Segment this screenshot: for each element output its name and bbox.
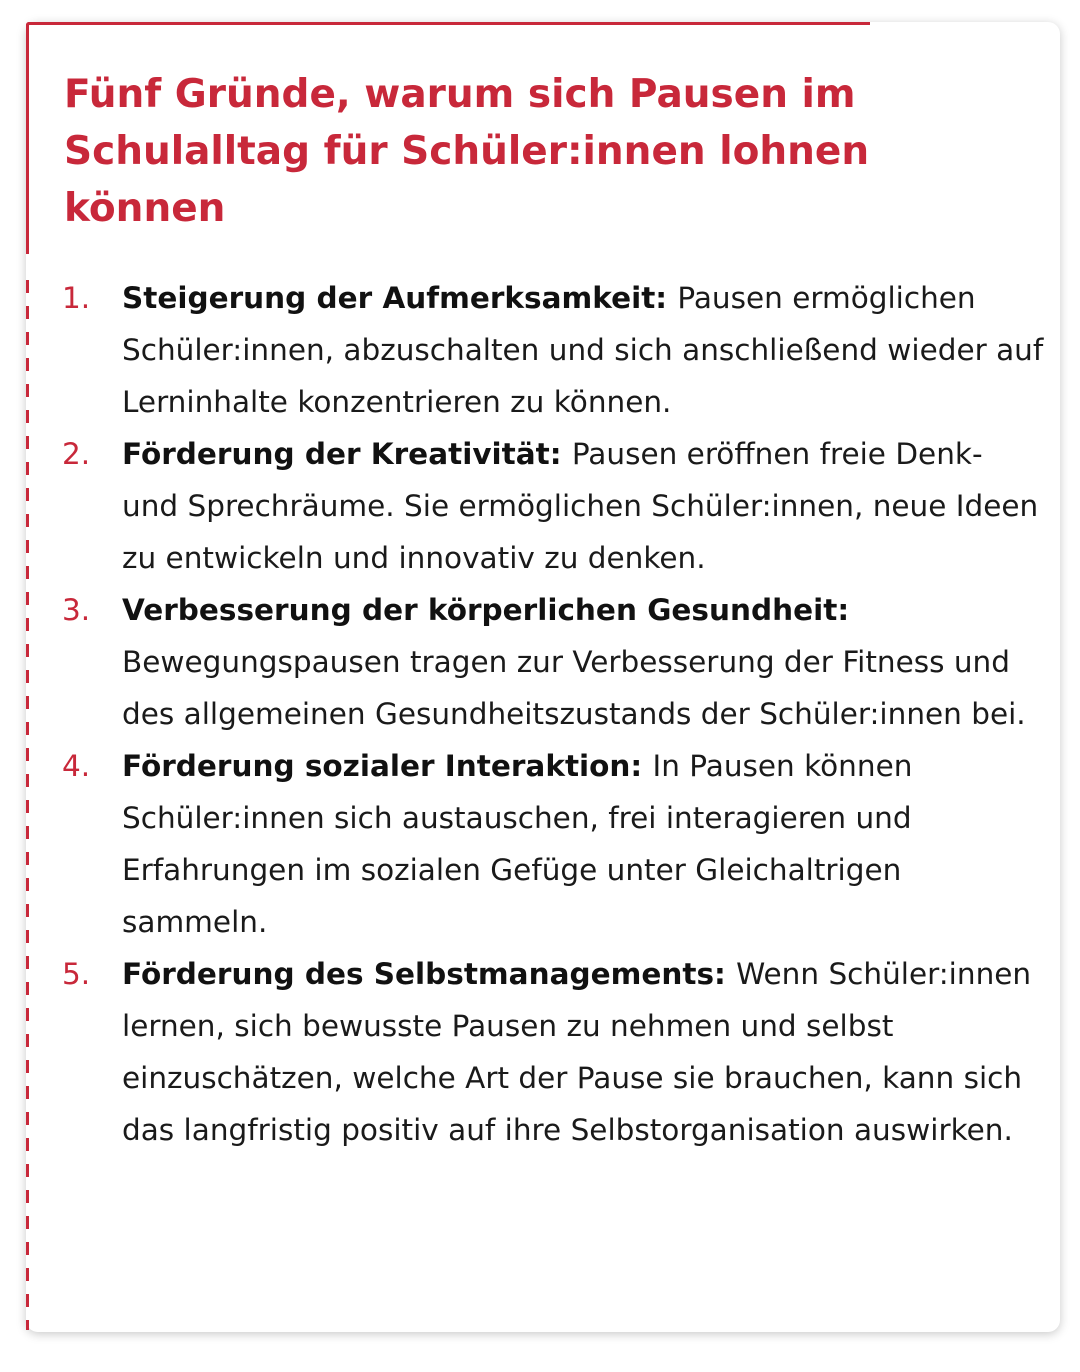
accent-border-left — [26, 22, 29, 254]
accent-border-top — [26, 22, 870, 25]
list-item-text: Bewegungspausen tragen zur Verbesserung der Fitness und des allgemeinen Gesundheitszustands der Schüler:innen bei. — [122, 645, 1026, 731]
list-item — [62, 740, 1047, 948]
list-number: 1. — [62, 281, 91, 315]
list-item-heading: Steigerung der Aufmerksamkeit: — [122, 281, 678, 315]
list-item-text: Wenn Schüler:innen lernen, sich bewusste Pausen zu nehmen und selbst einzuschätzen, welche Art der Pause sie brauchen, kann sich das langfristig positiv auf ihre Selbstorganisation auswirken. — [122, 957, 1032, 1147]
list-item-heading: Förderung des Selbstmanagements: — [122, 957, 737, 991]
reasons-list — [62, 272, 1047, 1156]
list-item-text: Pausen ermöglichen Schüler:innen, abzuschalten und sich anschließend wieder auf Lerninhalte konzentrieren zu können. — [122, 281, 1044, 419]
list-item-text: In Pausen können Schüler:innen sich austauschen, frei interagieren und Erfahrungen im sozialen Gefüge unter Gleichaltrigen sammeln. — [122, 749, 913, 939]
list-item-heading: Förderung der Kreativität: — [122, 437, 572, 471]
list-number: 2. — [62, 437, 91, 471]
list-item — [62, 428, 1047, 584]
list-item — [62, 948, 1047, 1156]
list-number: 4. — [62, 749, 91, 783]
list-number: 3. — [62, 593, 91, 627]
info-box — [26, 22, 1060, 1332]
list-number: 5. — [62, 957, 91, 991]
accent-border-left-dashed — [26, 280, 29, 1330]
list-item — [62, 584, 1047, 740]
list-item-heading: Verbesserung der körperlichen Gesundheit: — [122, 593, 850, 627]
list-item-text: Pausen eröffnen freie Denk- und Sprechräume. Sie ermöglichen Schüler:innen, neue Ideen zu entwickeln und innovativ zu denken. — [122, 437, 1039, 575]
list-item-heading: Förderung sozialer Interaktion: — [122, 749, 653, 783]
box-title: Fünf Gründe, warum sich Pausen im Schulalltag für Schüler:innen lohnen können — [64, 72, 870, 231]
list-item — [62, 272, 1047, 428]
